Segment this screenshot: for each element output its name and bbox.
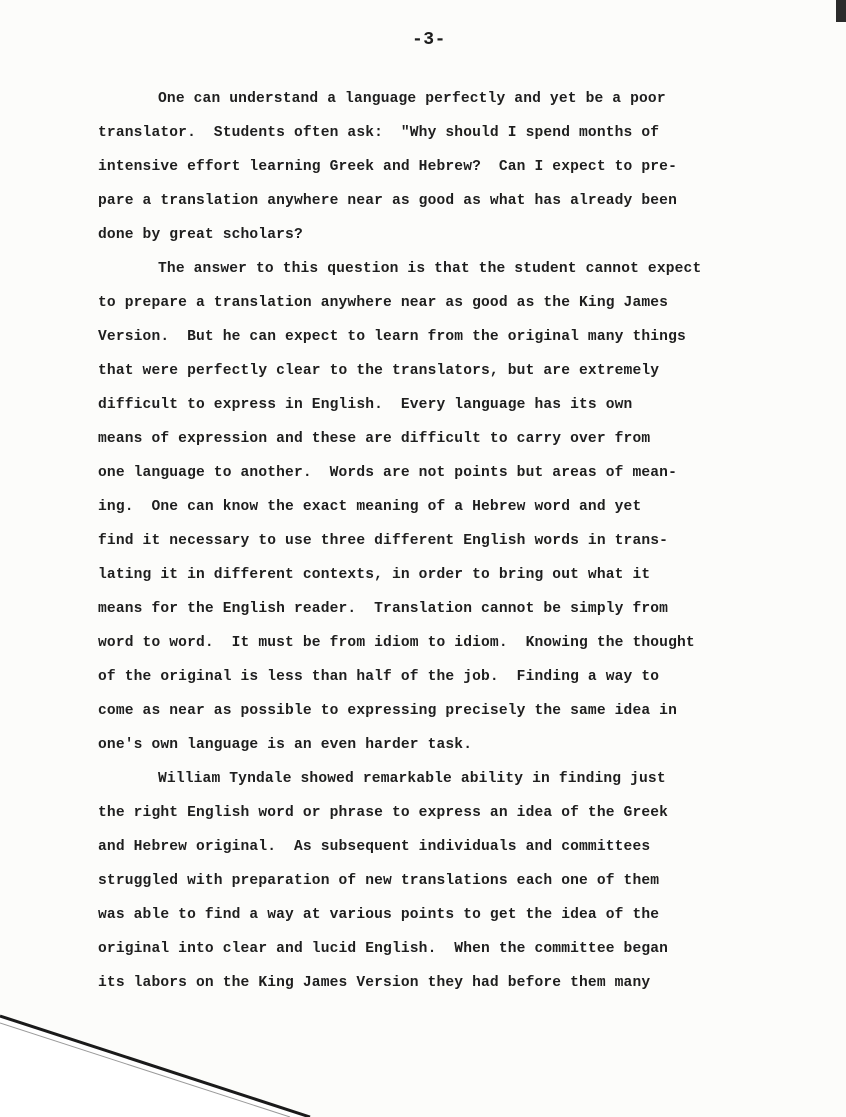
text-line: lating it in different contexts, in order to bring out what it [98,567,651,583]
text-line: ing. One can know the exact meaning of a Hebrew word and yet [98,499,642,515]
text-line: One can understand a language perfectly and yet be a poor [158,91,666,107]
text-line: and Hebrew original. As subsequent individuals and committees [98,839,651,855]
text-line: means of expression and these are difficult to carry over from [98,431,651,447]
text-line: original into clear and lucid English. When the committee began [98,941,669,957]
text-line: intensive effort learning Greek and Hebrew? Can I expect to pre- [98,159,677,175]
text-line: come as near as possible to expressing precisely the same idea in [98,703,677,719]
text-line: struggled with preparation of new translations each one of them [98,873,660,889]
text-line: done by great scholars? [98,227,303,243]
text-line: its labors on the King James Version they had before them many [98,975,651,991]
text-line: find it necessary to use three different English words in trans- [98,533,669,549]
text-line: one's own language is an even harder task. [98,737,473,753]
text-line: means for the English reader. Translation cannot be simply from [98,601,669,617]
paragraph-3 [98,762,788,1000]
text-line: one language to another. Words are not points but areas of mean- [98,465,677,481]
page-number: -3- [412,30,446,50]
text-line: was able to find a way at various points to get the idea of the [98,907,660,923]
text-line: to prepare a translation anywhere near as good as the King James [98,295,669,311]
scan-corner-mark [836,0,846,22]
text-line: word to word. It must be from idiom to idiom. Knowing the thought [98,635,695,651]
paragraph-2 [98,252,788,762]
text-line: The answer to this question is that the student cannot expect [158,261,702,277]
text-line: William Tyndale showed remarkable ability in finding just [158,771,666,787]
text-line: pare a translation anywhere near as good as what has already been [98,193,677,209]
text-line: that were perfectly clear to the translators, but are extremely [98,363,660,379]
text-line: difficult to express in English. Every language has its own [98,397,633,413]
text-line: translator. Students often ask: "Why should I spend months of [98,125,660,141]
text-line: Version. But he can expect to learn from the original many things [98,329,686,345]
text-line: of the original is less than half of the job. Finding a way to [98,669,660,685]
text-line: the right English word or phrase to express an idea of the Greek [98,805,669,821]
body-text [98,82,788,1000]
paragraph-1 [98,82,788,252]
